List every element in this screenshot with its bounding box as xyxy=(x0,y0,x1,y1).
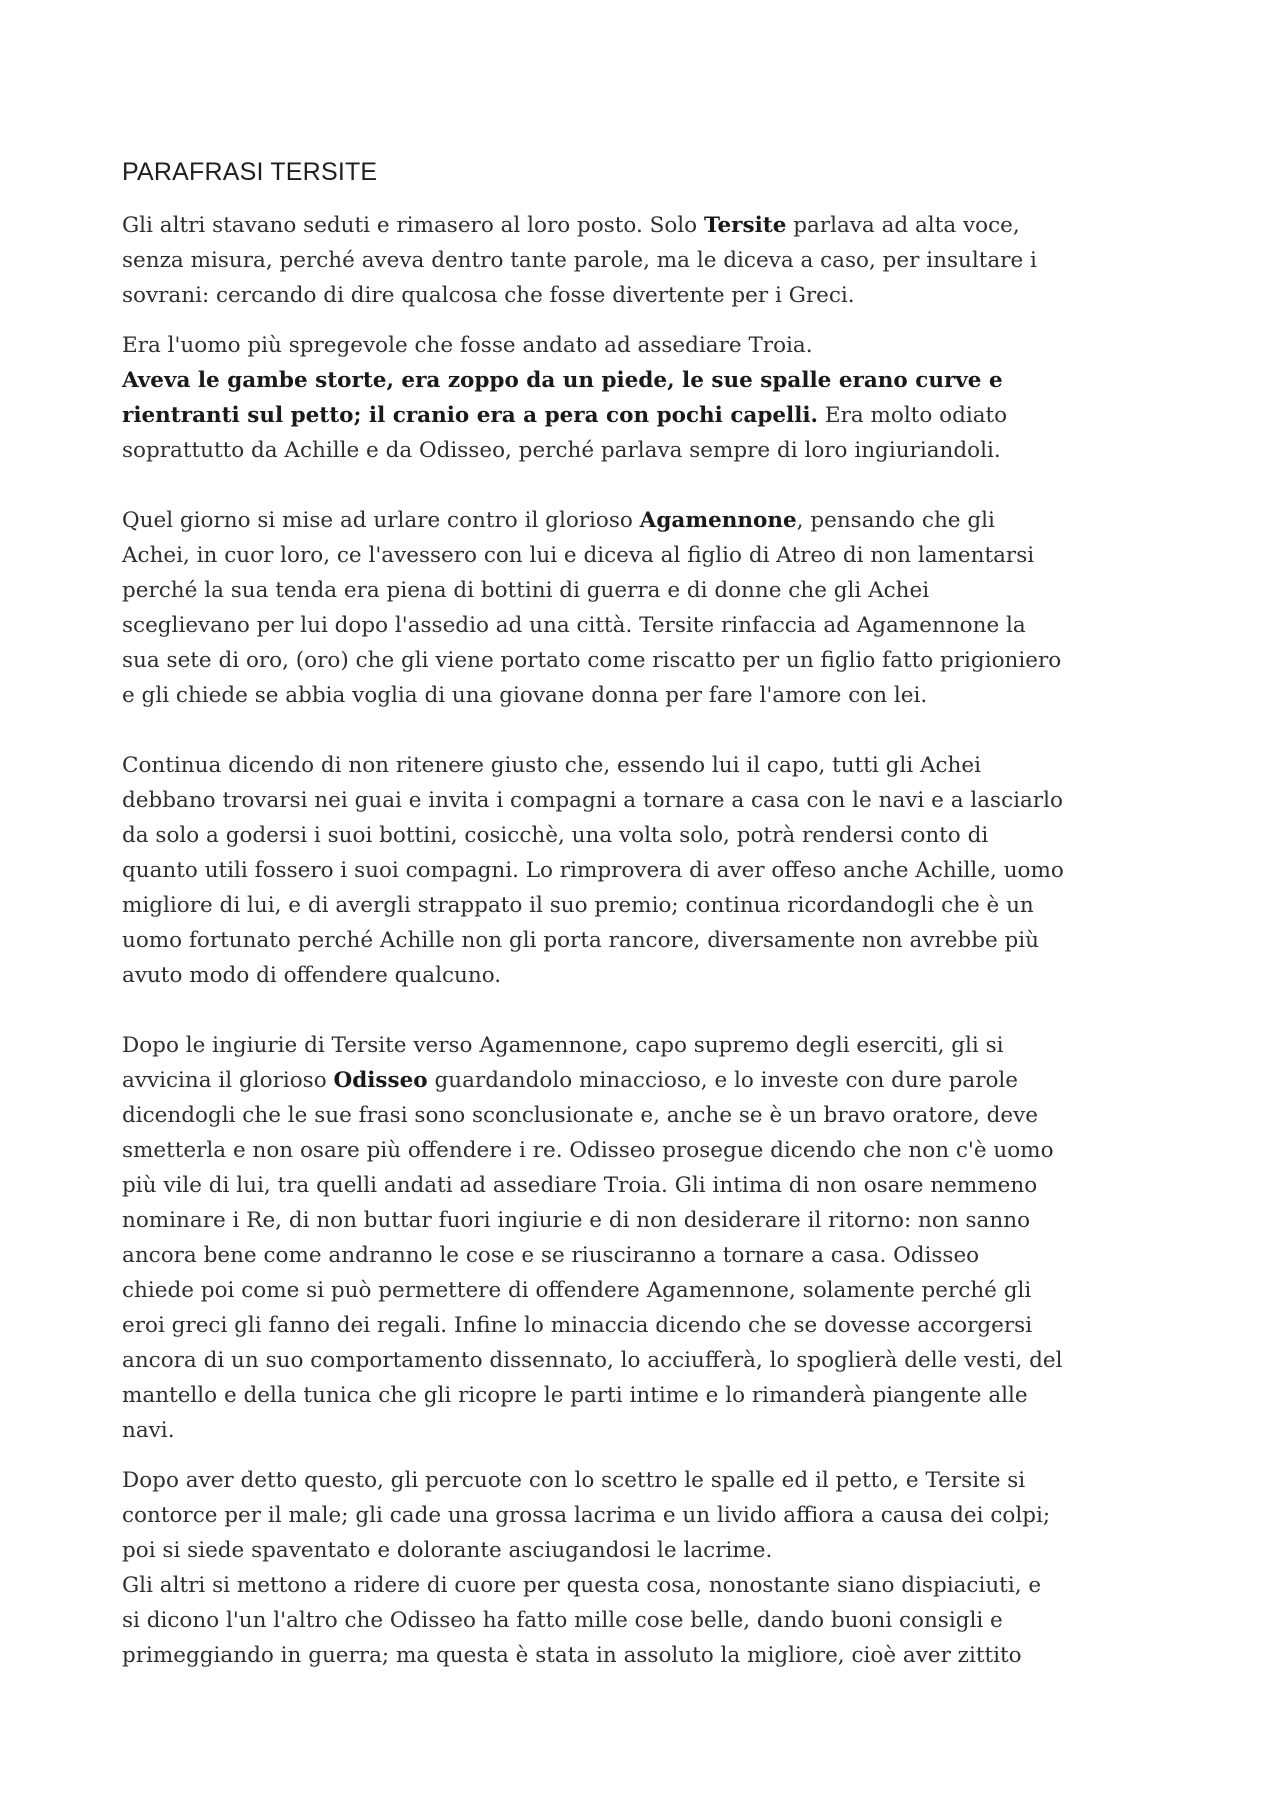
text-line: più vile di lui, tra quelli andati ad assediare Troia. Gli intima di non osare nemmeno xyxy=(122,1173,1038,1198)
bold-name-agamennone: Agamennone xyxy=(639,508,797,533)
text-run: parlava ad alta voce, xyxy=(786,213,1020,238)
paragraph-4 xyxy=(122,748,1172,993)
text-line: navi. xyxy=(122,1418,175,1443)
text-run: avvicina il glorioso xyxy=(122,1068,334,1093)
text-run: Quel giorno si mise ad urlare contro il glorioso xyxy=(122,508,640,533)
text-line xyxy=(122,503,1172,538)
text-line: Gli altri si mettono a ridere di cuore per questa cosa, nonostante siano dispiaciuti, e xyxy=(122,1573,1042,1598)
bold-description: rientranti sul petto; il cranio era a pera con pochi capelli. xyxy=(122,403,819,428)
bold-name-tersite: Tersite xyxy=(703,213,787,238)
paragraph-2 xyxy=(122,328,1172,468)
text-run: Gli altri stavano seduti e rimasero al loro posto. Solo xyxy=(122,213,704,238)
text-line: e gli chiede se abbia voglia di una giovane donna per fare l'amore con lei. xyxy=(122,683,928,708)
text-line: poi si siede spaventato e dolorante asciugandosi le lacrime. xyxy=(122,1538,773,1563)
text-line: perché la sua tenda era piena di bottini di guerra e di donne che gli Achei xyxy=(122,578,930,603)
text-line: ancora di un suo comportamento dissennato, lo acciufferà, lo spoglierà delle vesti, del xyxy=(122,1348,1063,1373)
text-line xyxy=(122,208,1172,243)
text-line xyxy=(122,363,1172,398)
text-line: soprattutto da Achille e da Odisseo, perché parlava sempre di loro ingiuriandoli. xyxy=(122,438,1001,463)
text-line: mantello e della tunica che gli ricopre le parti intime e lo rimanderà piangente alle xyxy=(122,1383,1028,1408)
text-line: contorce per il male; gli cade una grossa lacrima e un livido affiora a causa dei colpi; xyxy=(122,1503,1051,1528)
text-line: Continua dicendo di non ritenere giusto che, essendo lui il capo, tutti gli Achei xyxy=(122,753,981,778)
text-line: primeggiando in guerra; ma questa è stata in assoluto la migliore, cioè aver zittito xyxy=(122,1643,1022,1668)
text-run: guardandolo minaccioso, e lo investe con dure parole xyxy=(427,1068,1019,1093)
text-line: Achei, in cuor loro, ce l'avessero con lui e diceva al figlio di Atreo di non lamentarsi xyxy=(122,543,1035,568)
text-line: sovrani: cercando di dire qualcosa che fosse divertente per i Greci. xyxy=(122,283,855,308)
bold-description: Aveva le gambe storte, era zoppo da un piede, le sue spalle erano curve e xyxy=(122,368,1003,393)
paragraph-3 xyxy=(122,503,1172,713)
document-body xyxy=(122,150,1172,1673)
text-line: eroi greci gli fanno dei regali. Infine lo minaccia dicendo che se dovesse accorgersi xyxy=(122,1313,1033,1338)
text-run: Era molto odiato xyxy=(818,403,1008,428)
text-line: si dicono l'un l'altro che Odisseo ha fatto mille cose belle, dando buoni consigli e xyxy=(122,1608,1003,1633)
text-line: nominare i Re, di non buttar fuori ingiurie e di non desiderare il ritorno: non sanno xyxy=(122,1208,1031,1233)
text-line: da solo a godersi i suoi bottini, cosicchè, una volta solo, potrà rendersi conto di xyxy=(122,823,989,848)
text-line: avuto modo di offendere qualcuno. xyxy=(122,963,502,988)
paragraph-1 xyxy=(122,208,1172,313)
document-title: PARAFRASI TERSITE xyxy=(122,158,378,186)
text-run: , pensando che gli xyxy=(796,508,995,533)
bold-name-odisseo: Odisseo xyxy=(333,1068,428,1093)
text-line: smetterla e non osare più offendere i re. Odisseo prosegue dicendo che non c'è uomo xyxy=(122,1138,1054,1163)
text-line: migliore di lui, e di avergli strappato il suo premio; continua ricordandogli che è un xyxy=(122,893,1034,918)
text-line: chiede poi come si può permettere di offendere Agamennone, solamente perché gli xyxy=(122,1278,1032,1303)
text-line: ancora bene come andranno le cose e se riusciranno a tornare a casa. Odisseo xyxy=(122,1243,980,1268)
paragraph-5 xyxy=(122,1028,1172,1448)
text-line: sceglievano per lui dopo l'assedio ad una città. Tersite rinfaccia ad Agamennone la xyxy=(122,613,1026,638)
text-line: Dopo le ingiurie di Tersite verso Agamennone, capo supremo degli eserciti, gli si xyxy=(122,1033,1004,1058)
text-line: Dopo aver detto questo, gli percuote con lo scettro le spalle ed il petto, e Tersite si xyxy=(122,1468,1026,1493)
text-line: Era l'uomo più spregevole che fosse andato ad assediare Troia. xyxy=(122,333,813,358)
paragraph-6 xyxy=(122,1463,1172,1673)
text-line: debbano trovarsi nei guai e invita i compagni a tornare a casa con le navi e a lasciarlo xyxy=(122,788,1063,813)
text-line: senza misura, perché aveva dentro tante parole, ma le diceva a caso, per insultare i xyxy=(122,248,1037,273)
text-line: quanto utili fossero i suoi compagni. Lo rimprovera di aver offeso anche Achille, uomo xyxy=(122,858,1064,883)
text-line: sua sete di oro, (oro) che gli viene portato come riscatto per un figlio fatto prigioniero xyxy=(122,648,1062,673)
text-line: uomo fortunato perché Achille non gli porta rancore, diversamente non avrebbe più xyxy=(122,928,1040,953)
text-line: dicendogli che le sue frasi sono sconclusionate e, anche se è un bravo oratore, deve xyxy=(122,1103,1038,1128)
text-line xyxy=(122,398,1172,433)
text-line xyxy=(122,1063,1172,1098)
